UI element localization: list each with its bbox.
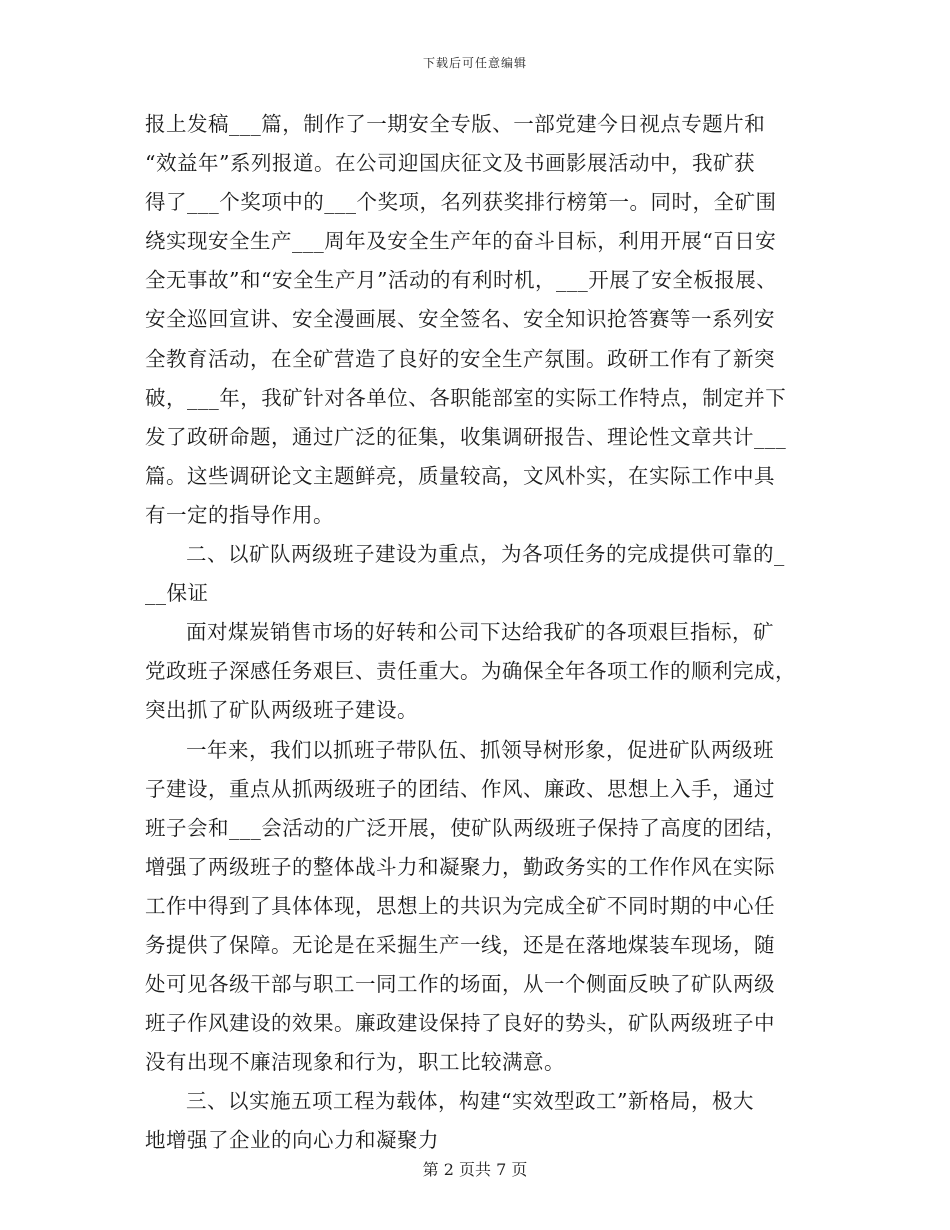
section-heading-3: 三、以实施五项工程为载体，构建“实效型政工”新格局，极大 <box>186 1089 754 1114</box>
text-line: 增强了两级班子的整体战斗力和凝聚力，勤政务实的工作作风在实际 <box>145 854 775 879</box>
text-line: “效益年”系列报道。在公司迎国庆征文及书画影展活动中，我矿获 <box>145 151 755 176</box>
text-line: 全教育活动，在全矿营造了良好的安全生产氛围。政研工作有了新突 <box>145 346 775 371</box>
text-line: 破，___年，我矿针对各单位、各职能部室的实际工作特点，制定并下 <box>145 385 787 410</box>
text-line: 没有出现不廉洁现象和行为，职工比较满意。 <box>145 1050 565 1075</box>
text-line: 面对煤炭销售市场的好转和公司下达给我矿的各项艰巨指标，矿 <box>186 620 774 645</box>
text-line: 有一定的指导作用。 <box>145 502 334 527</box>
text-line: 子建设，重点从抓两级班子的团结、作风、廉政、思想上入手，通过 <box>145 776 775 801</box>
section-heading-2-cont: __保证 <box>145 581 209 606</box>
page-footer: 第 2 页共 7 页 <box>422 1160 528 1179</box>
text-line: 党政班子深感任务艰巨、责任重大。为确保全年各项工作的顺利完成， <box>145 659 796 684</box>
document-body <box>145 105 825 1161</box>
text-line: 篇。这些调研论文主题鲜亮，质量较高，文风朴实，在实际工作中具 <box>145 463 775 488</box>
text-line: 班子会和___会活动的广泛开展，使矿队两级班子保持了高度的团结， <box>145 815 787 840</box>
text-line: 班子作风建设的效果。廉政建设保持了良好的势头，矿队两级班子中 <box>145 1011 775 1036</box>
text-line: 得了___个奖项中的___个奖项，名列获奖排行榜第一。同时，全矿围 <box>145 190 777 215</box>
page-header: 下载后可任意编辑 <box>422 56 527 70</box>
text-line: 一年来，我们以抓班子带队伍、抓领导树形象，促进矿队两级班 <box>186 737 774 762</box>
text-line: 绕实现安全生产___周年及安全生产年的奋斗目标，利用开展“百日安 <box>145 229 777 254</box>
text-line: 工作中得到了具体体现，思想上的共识为完成全矿不同时期的中心任 <box>145 893 775 918</box>
text-line: 务提供了保障。无论是在采掘生产一线，还是在落地煤装车现场，随 <box>145 932 775 957</box>
text-line: 发了政研命题，通过广泛的征集，收集调研报告、理论性文章共计___ <box>145 424 787 449</box>
text-line: 处可见各级干部与职工一同工作的场面，从一个侧面反映了矿队两级 <box>145 972 775 997</box>
section-heading-3-cont: 地增强了企业的向心力和凝聚力 <box>145 1128 439 1153</box>
text-line: 安全巡回宣讲、安全漫画展、安全签名、安全知识抢答赛等一系列安 <box>145 307 775 332</box>
text-line: 报上发稿___篇，制作了一期安全专版、一部党建今日视点专题片和 <box>145 112 766 136</box>
text-line: 突出抓了矿队两级班子建设。 <box>145 698 418 723</box>
section-heading-2: 二、以矿队两级班子建设为重点，为各项任务的完成提供可靠的_ <box>186 542 785 567</box>
text-line: 全无事故”和“安全生产月”活动的有利时机，___开展了安全板报展、 <box>145 268 778 293</box>
